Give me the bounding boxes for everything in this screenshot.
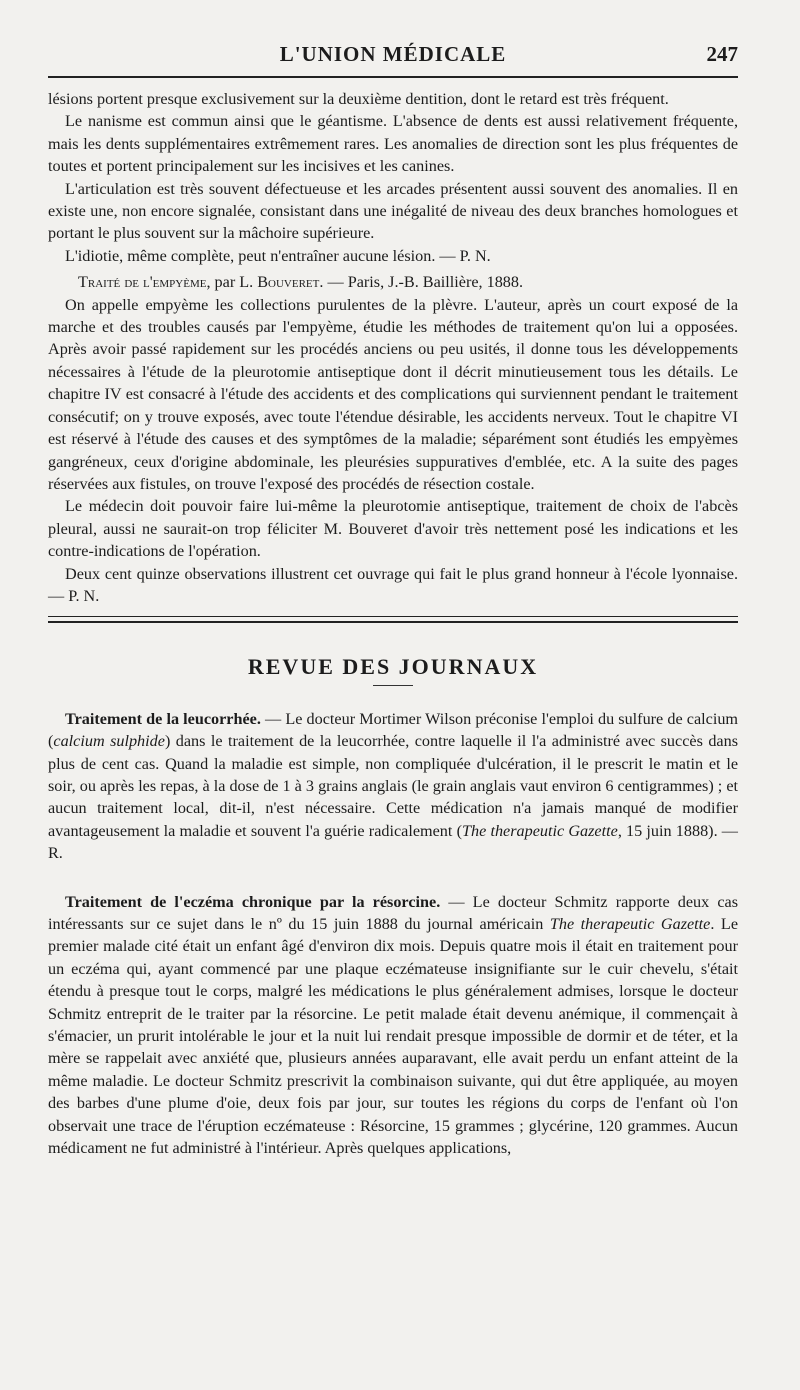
article-italic-text: calcium sulphide bbox=[53, 732, 165, 751]
paragraph-articulation: L'articulation est très souvent défectueuse et les arcades présentent aussi souvent des anomalies. Il en existe une, non encore signalée, consistant dans une inégalité de niveau des deux branches homologues et portant le plus souvent sur la mâchoire supérieure. bbox=[48, 179, 738, 243]
review-book-title: Traité de l'empyème bbox=[78, 273, 207, 292]
article-title: Traitement de l'eczéma chronique par la résorcine. bbox=[65, 892, 441, 911]
review-paragraph: Deux cent quinze observations illustrent cet ouvrage qui fait le plus grand honneur à l'école lyonnaise. — P. N. bbox=[48, 564, 738, 605]
article-title: Traitement de la leucorrhée. bbox=[65, 709, 261, 728]
review-author: Bouveret bbox=[257, 273, 320, 292]
header-rule bbox=[48, 76, 738, 78]
paragraph-idiotie: L'idiotie, même complète, peut n'entraîner aucune lésion. — P. N. bbox=[65, 246, 491, 265]
article-text: . Le premier malade cité était un enfant âgé d'environ dix mois. Depuis quatre mois il était en traitement pour un eczéma qui, ayant commencé par une plaque eczémateuse insignifiante sur le cuir chevelu, s'était étendu à presque tout le corps, malgré les médications le plus généralement admises, lorsque le docteur Schmitz entreprit de le traiter par la résorcine. Le petit malade était devenu anémique, il commençait à s'émacier, un prurit intolérable le jour et la nuit lui rendait presque impossible de dormir et de téter, et la mère se rappelait avec anxiété que, plusieurs années auparavant, elle avait perdu un enfant atteint de la même maladie. Le docteur Schmitz prescrivit la combinaison suivante, qui dut être appliquée, au moyen des barbes d'une plume d'oie, deux fois par jour, sur toutes les régions du corps de l'enfant où l'on observait une trace de l'éruption eczémateuse : Résorcine, 15 grammes ; glycérine, 120 grammes. Aucun médicament ne fut administré à l'intérieur. Après quelques applications, bbox=[48, 915, 739, 1158]
article-text: , 15 juin 1888). — R. bbox=[48, 821, 738, 863]
section-divider bbox=[48, 616, 738, 623]
running-title: L'UNION MÉDICALE bbox=[279, 42, 507, 66]
review-author-prefix: , par L. bbox=[206, 273, 258, 292]
article-leucorrhee bbox=[48, 708, 738, 865]
journal-name: The therapeutic Gazette bbox=[549, 915, 711, 933]
title-underline bbox=[373, 685, 413, 686]
review-paragraph: Le médecin doit pouvoir faire lui-même la pleurotomie antiseptique, traitement de choix de l'abcès pleural, aussi ne saurait-on trop féliciter M. Bouveret d'avoir très nettement posé les indications et les contre-indications de l'opération. bbox=[48, 497, 738, 561]
review-heading bbox=[48, 271, 738, 293]
article-eczema bbox=[48, 891, 738, 1160]
article-text: ) dans le traitement de la leucorrhée, contre laquelle il l'a administré avec succès dans plus de cent cas. Quand la maladie est simple, non compliquée d'ulcération, il le prescrit le matin et le soir, ou après les repas, à la dose de 1 à 3 grains anglais (le grain anglais vaut environ 6 centigrammes) ; et aucun traitement local, dit-il, n'est nécessaire. Cette médication n'a jamais manqué de modifier avantageusement la maladie et souvent l'a guérie radicalement ( bbox=[48, 732, 738, 840]
review-publisher: . — Paris, J.-B. Baillière, 1888. bbox=[319, 273, 524, 292]
running-head bbox=[48, 42, 738, 76]
article-text: — Le docteur Mortimer Wilson préconise l'emploi du sulfure de calcium ( bbox=[48, 709, 738, 751]
section-title: REVUE DES JOURNAUX bbox=[247, 654, 539, 680]
paragraph-nanisme: Le nanisme est commun ainsi que le géantisme. L'absence de dents est aussi relativement fréquente, mais les dents supplémentaires extrêmement rares. Les anomalies de direction sont les plus fréquentes de toutes et portent principalement sur les incisives et les canines. bbox=[48, 112, 738, 176]
paragraph-continuation: lésions portent presque exclusivement sur la deuxième dentition, dont le retard est très fréquent. bbox=[48, 90, 669, 108]
journal-name: The therapeutic Gazette bbox=[461, 821, 618, 840]
article-text: — Le docteur Schmitz rapporte deux cas intéressants sur ce sujet dans le nº du 15 juin 1888 du journal américain bbox=[48, 892, 738, 933]
journal-articles bbox=[48, 708, 738, 1160]
review-paragraph: On appelle empyème les collections purulentes de la plèvre. L'auteur, après un court exposé de la marche et des troubles causés par l'empyème, étudie les méthodes de traitement qu'on lui a opposées. Après avoir passé rapidement sur les procédés anciens ou peu usités, il donne tous les développements nécessaires à l'étude de la pleurotomie antiseptique dont il décrit minutieusement tous les détails. Le chapitre IV est consacré à l'étude des accidents et des complications qui surviennent pendant le traitement consécutif; on y trouve exposés, avec toute l'étendue désirable, les accidents nerveux. Tout le chapitre VI est réservé à l'étude des causes et des symptômes de la maladie; séparément sont étudiés les empyèmes gangréneux, ceux d'origine abdominale, les pleurésies suppuratives d'emblée, etc. A la suite des pages réservées aux fistules, on trouve l'exposé des procédés de résection costale. bbox=[48, 295, 738, 493]
page-number: 247 bbox=[706, 42, 738, 66]
page-body bbox=[48, 88, 738, 1159]
